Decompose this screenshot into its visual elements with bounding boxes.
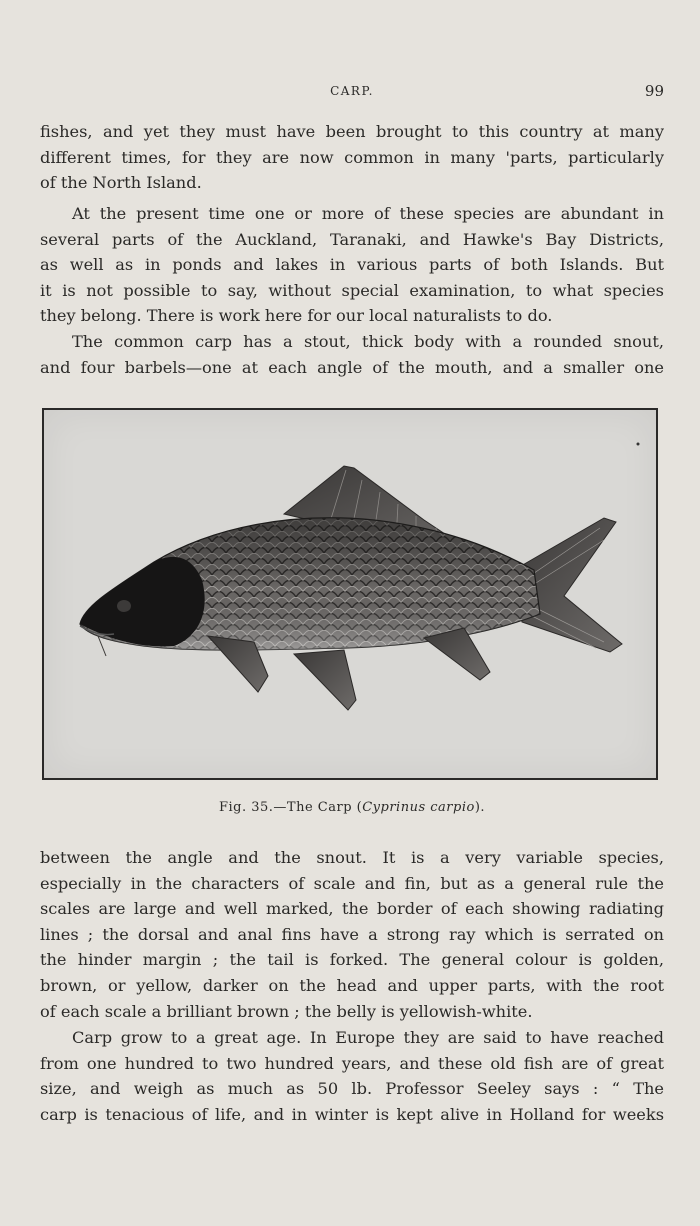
page-number: 99	[644, 82, 664, 100]
text-line: fishes, and yet they must have been brought to this country at many	[40, 122, 664, 141]
figure-caption	[40, 800, 664, 815]
text-line: of each scale a brilliant brown ; the belly is yellowish-white.	[40, 1001, 533, 1021]
caption-prefix: Fig. 35.—The Carp (	[218, 800, 363, 815]
paragraph-3	[40, 329, 664, 380]
text-line: and four barbels—one at each angle of the mouth, and a smaller one	[40, 357, 664, 377]
paragraph-1	[40, 119, 664, 196]
text-line: between the angle and the snout. It is a very variable species,	[40, 848, 664, 867]
text-line: especially in the characters of scale and fin, but as a general rule the	[40, 873, 664, 893]
caption-suffix: ).	[474, 800, 486, 815]
text-line: At the present time one or more of these species are abundant in	[72, 204, 664, 223]
paragraph-2	[40, 201, 664, 329]
text-line: scales are large and well marked, the border of each showing radiating	[40, 899, 664, 919]
text-line: size, and weigh as much as 50 lb. Professor Seeley says : “ The	[40, 1079, 664, 1099]
text-line: the hinder margin ; the tail is forked. The general colour is golden,	[40, 950, 664, 970]
paragraph-5	[40, 1025, 664, 1127]
carp-illustration	[44, 410, 656, 778]
text-line: of the North Island.	[40, 173, 202, 193]
text-line: brown, or yellow, darker on the head and upper parts, with the root	[40, 975, 664, 995]
text-line: from one hundred to two hundred years, and these old fish are of great	[40, 1053, 664, 1073]
page-header	[40, 82, 664, 102]
running-head: CARP.	[330, 84, 374, 98]
text-line: they belong. There is work here for our local naturalists to do.	[40, 306, 553, 326]
text-line: The common carp has a stout, thick body with a rounded snout,	[72, 332, 664, 351]
text-line: different times, for they are now common in many 'parts, particularly	[40, 147, 664, 167]
text-line: it is not possible to say, without special examination, to what species	[40, 280, 664, 300]
text-line: lines ; the dorsal and anal fins have a strong ray which is serrated on	[40, 924, 664, 944]
text-line: several parts of the Auckland, Taranaki, and Hawke's Bay Districts,	[40, 229, 664, 249]
text-line: Carp grow to a great age. In Europe they are said to have reached	[72, 1028, 664, 1047]
caption-species: Cyprinus carpio	[362, 800, 475, 815]
text-line: carp is tenacious of life, and in winter is kept alive in Holland for weeks	[40, 1104, 664, 1124]
text-line: as well as in ponds and lakes in various parts of both Islands. But	[40, 255, 664, 275]
paragraph-4	[40, 845, 664, 1024]
carp-figure	[42, 408, 658, 780]
